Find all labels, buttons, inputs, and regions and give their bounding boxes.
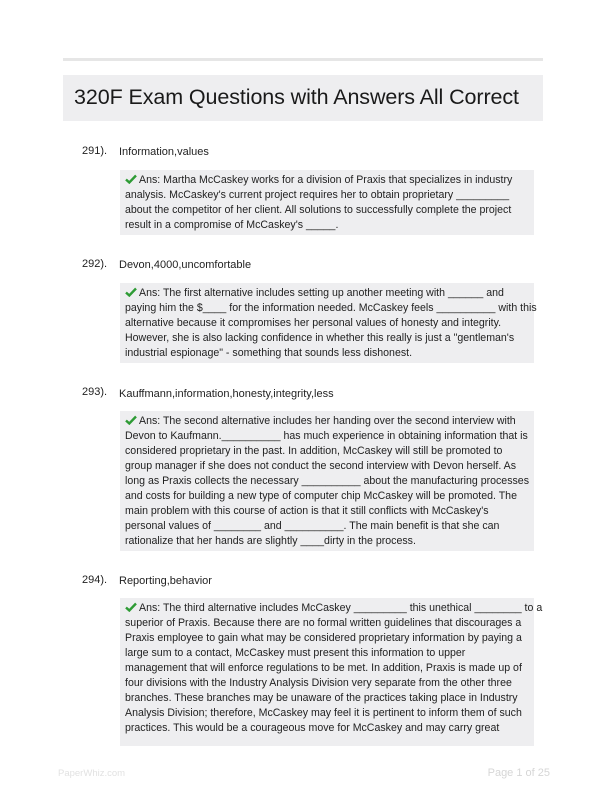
answer-line: four divisions with the Industry Analysis Division very separate from the other three — [125, 677, 512, 689]
answer-line: industrial espionage" - something that sounds less dishonest. — [125, 347, 413, 359]
answer-box — [120, 283, 537, 363]
checkmark-icon — [125, 415, 137, 425]
checkmark-icon — [125, 287, 137, 297]
answer-line: considered proprietary in the past. In addition, McCaskey will still be promoted to — [125, 445, 503, 457]
footer-watermark: PaperWhiz.com — [58, 768, 126, 779]
answer-box — [120, 598, 543, 746]
answer-line: main problem with this course of action is that it still conflicts with McCaskey's — [125, 505, 489, 517]
question-number: 293). — [82, 386, 108, 398]
answer-box — [120, 411, 534, 551]
answer-line: Devon to Kaufmann.__________ has much experience in obtaining information that is — [125, 430, 528, 442]
answer-line: Ans: The second alternative includes her handing over the second interview with — [125, 414, 528, 429]
question-number: 294). — [82, 574, 108, 586]
answer-line: Praxis employee to gain what may be considered proprietary information by paying a — [125, 632, 522, 644]
question-number: 292). — [82, 258, 108, 270]
document-title: 320F Exam Questions with Answers All Correct — [74, 85, 519, 109]
answer-line: personal values of ________ and __________. The main benefit is that she can — [125, 520, 500, 532]
answer-line: Analysis Division; therefore, McCaskey may feel it is pertinent to inform them of such — [125, 707, 522, 719]
question-term: Reporting,behavior — [119, 575, 212, 587]
answer-line: about the competitor of her client. All solutions to successfully complete the project — [125, 204, 512, 216]
answer-line: paying him the $____ for the information needed. McCaskey feels __________ with this — [125, 302, 537, 314]
answer-line: Ans: Martha McCaskey works for a division of Praxis that specializes in industry — [125, 173, 528, 188]
answer-line: group manager if she does not conduct the second interview with Devon herself. As — [125, 460, 517, 472]
checkmark-icon — [125, 174, 137, 184]
answer-line: However, she is also lacking confidence in whether this really is just a "gentleman's — [125, 332, 515, 344]
question-term: Kauffmann,information,honesty,integrity,less — [119, 388, 334, 400]
title-banner — [63, 75, 543, 121]
answer-line: management that will enforce regulations to be met. In addition, Praxis is made up of — [125, 662, 522, 674]
answer-line: long as Praxis collects the necessary __________ about the manufacturing processes — [125, 475, 529, 487]
answer-line: superior of Praxis. Because there are no formal written guidelines that discourages a — [125, 617, 522, 629]
question-number: 291). — [82, 145, 108, 157]
answer-line: rationalize that her hands are slightly ____dirty in the process. — [125, 535, 416, 547]
answer-line: result in a compromise of McCaskey's _____. — [125, 219, 339, 231]
checkmark-icon — [125, 602, 137, 612]
answer-line: and costs for building a new type of computer chip McCaskey will be promoted. The — [125, 490, 517, 502]
answer-line: Ans: The first alternative includes setting up another meeting with ______ and — [125, 286, 528, 301]
answer-box — [120, 170, 534, 235]
answer-line: branches. These branches may be unaware of the practices taking place in Industry — [125, 692, 518, 704]
answer-line: analysis. McCaskey's current project requires her to obtain proprietary _________ — [125, 189, 510, 201]
top-rule — [63, 58, 543, 61]
question-term: Devon,4000,uncomfortable — [119, 259, 252, 271]
answer-line: alternative because it compromises her personal values of honesty and integrity. — [125, 317, 502, 329]
question-term: Information,values — [119, 146, 209, 158]
answer-line: Ans: The third alternative includes McCaskey _________ this unethical ________ to a — [125, 601, 528, 616]
answer-line: large sum to a contact, McCaskey must present this information to upper — [125, 647, 466, 659]
page-indicator: Page 1 of 25 — [487, 767, 550, 779]
answer-line: practices. This would be a courageous move for McCaskey and may carry great — [125, 722, 500, 734]
